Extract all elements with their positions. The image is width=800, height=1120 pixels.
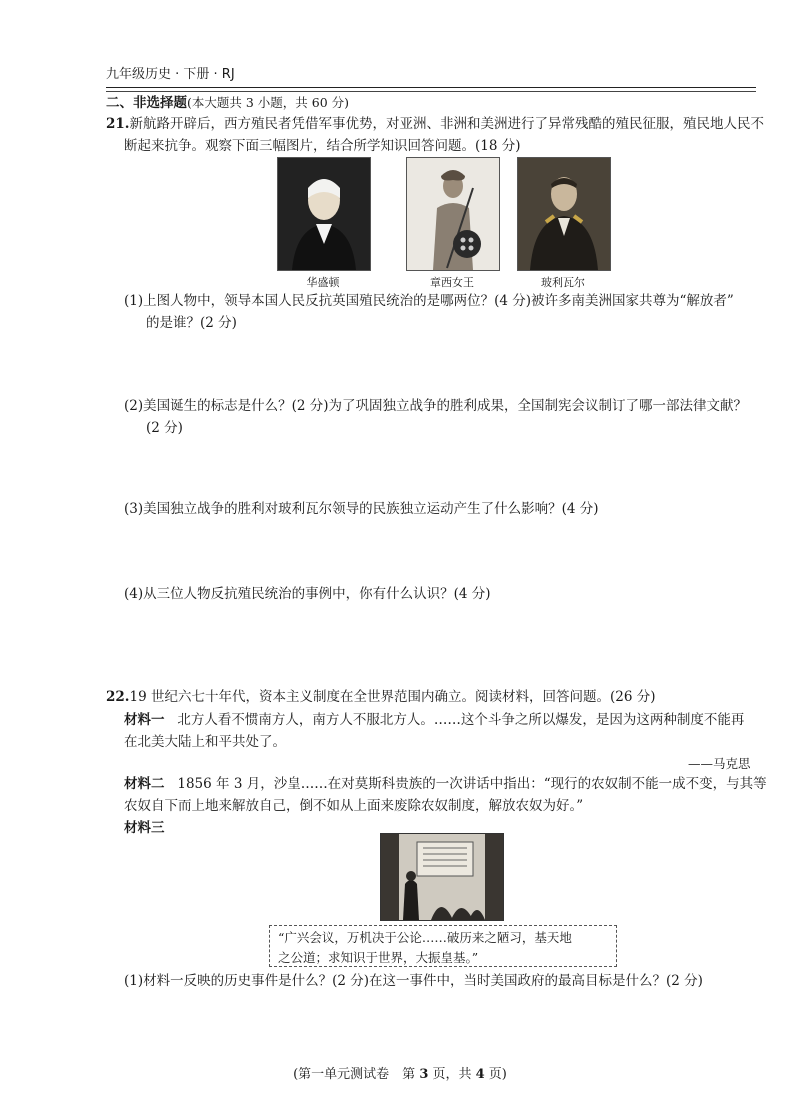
question-number: 21.	[106, 116, 130, 132]
page-header	[106, 63, 756, 82]
q21-sub4: (4)从三位人物反抗殖民统治的事例中，你有什么认识？(4 分)	[124, 586, 491, 602]
material-2-cont: 农奴自下而上地来解放自己，倒不如从上面来废除农奴制度，解放农奴为好。”	[124, 798, 584, 814]
washington-portrait	[277, 157, 371, 271]
caption-washington: 华盛顿	[306, 276, 340, 289]
material-3-label: 材料三	[124, 820, 165, 836]
question-number: 22.	[106, 689, 130, 705]
bolivar-portrait	[517, 157, 611, 271]
header-rule	[106, 87, 756, 88]
material-3-quote: “广兴会议，万机决于公论……破历来之陋习，基天地 之公道；求知识于世界，大振皇基。”	[269, 925, 617, 967]
material-1-cont: 在北美大陆上和平共处了。	[124, 734, 286, 750]
q21-sub1: (1)上图人物中，领导本国人民反抗英国殖民统治的是哪两位？(4 分)被许多南美洲国家共尊为“解放者”	[124, 293, 734, 309]
rani-portrait	[406, 157, 500, 271]
q21-intro: 21.新航路开辟后，西方殖民者凭借军事优势，对亚洲、非洲和美洲进行了异常残酷的殖民征服，殖民地人民不	[106, 116, 764, 132]
page-total: 4	[475, 1067, 485, 1082]
material-1-source: ——马克思	[688, 756, 751, 771]
material-1: 材料一 北方人看不惯南方人，南方人不服北方人。……这个斗争之所以爆发，是因为这两种制度不能再	[124, 712, 745, 728]
page-number: 3	[419, 1067, 429, 1082]
q21-sub2: (2)美国诞生的标志是什么？(2 分)为了巩固独立战争的胜利成果，全国制宪会议制订了哪一部法律文献？	[124, 398, 748, 414]
q22-sub1: (1)材料一反映的历史事件是什么？(2 分)在这一事件中，当时美国政府的最高目标是什么？(2 分)	[124, 973, 703, 989]
q22-intro: 22.19 世纪六七十年代，资本主义制度在全世界范围内确立。阅读材料，回答问题。(26 分)	[106, 689, 656, 705]
q21-sub3: (3)美国独立战争的胜利对玻利瓦尔领导的民族独立运动产生了什么影响？(4 分)	[124, 501, 599, 517]
caption-rani: 章西女王	[430, 276, 474, 289]
q21-intro-cont: 断起来抗争。观察下面三幅图片，结合所学知识回答问题。(18 分)	[124, 138, 521, 154]
q21-sub1-cont: 的是谁？(2 分)	[146, 315, 237, 331]
section-heading: 二、非选择题(本大题共 3 小题，共 60 分)	[106, 95, 350, 111]
caption-bolivar: 玻利瓦尔	[541, 276, 585, 289]
material-2: 材料二 1856 年 3 月，沙皇……在对莫斯科贵族的一次讲话中指出：“现行的农奴制不能一成不变，与其等	[124, 776, 767, 792]
header-title: 九年级历史 · 下册 · RJ	[106, 67, 235, 82]
page-footer: (第一单元测试卷 第 3 页，共 4 页)	[293, 1067, 507, 1082]
q21-sub2-cont: (2 分)	[146, 420, 183, 436]
meiji-photo	[380, 833, 504, 921]
